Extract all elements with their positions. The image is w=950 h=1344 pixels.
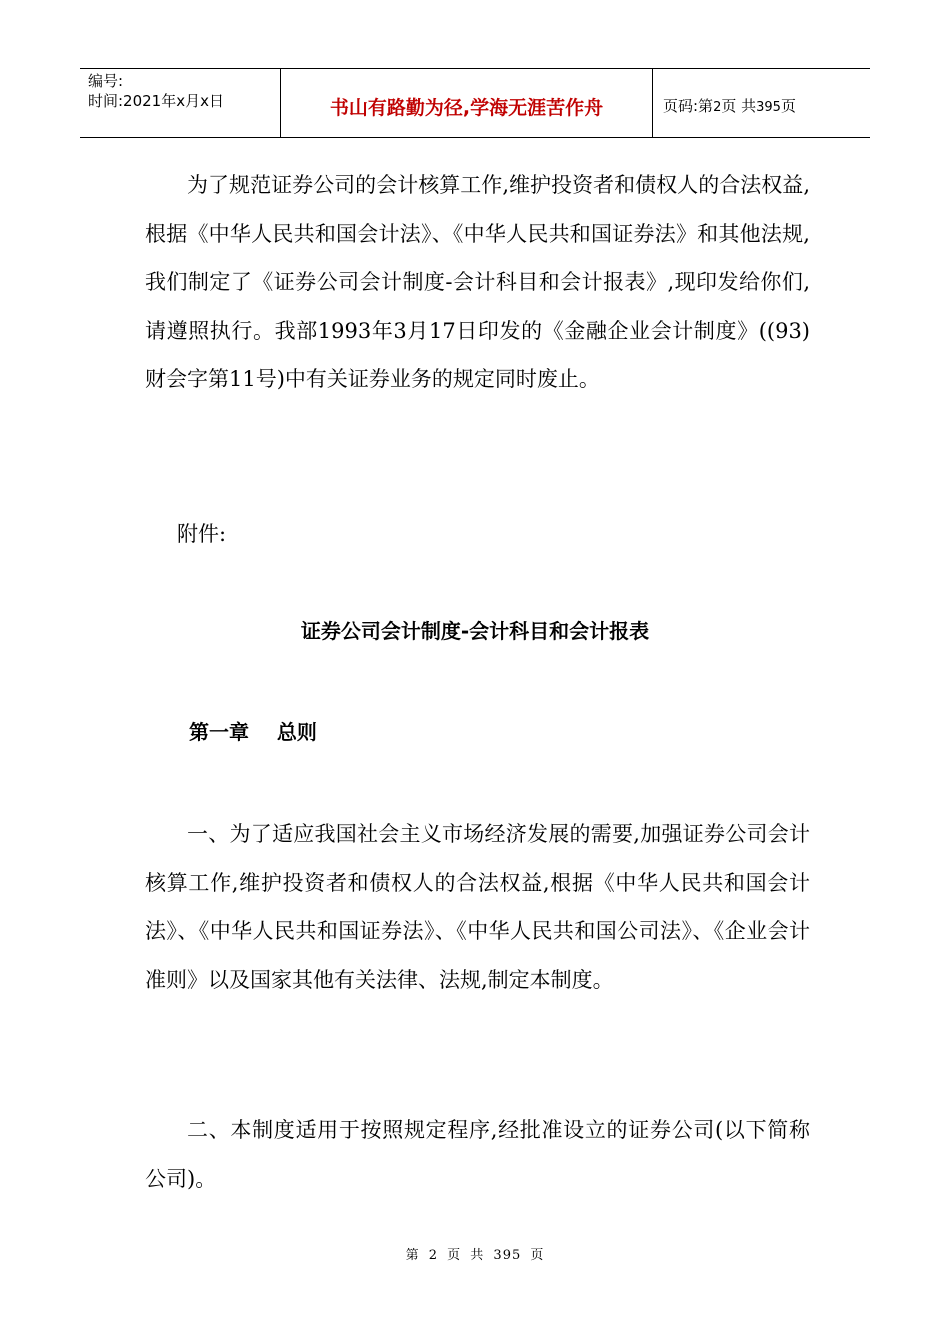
page-total: 395: [756, 99, 781, 115]
intro-paragraph: 为了规范证券公司的会计核算工作,维护投资者和债权人的合法权益,根据《中华人民共和国会计法》、《中华人民共和国证券法》和其他法规,我们制定了《证券公司会计制度-会计科目和会计报表》,现印发给你们,请遵照执行。我部1993年3月17日印发的《金融企业会计制度》((93)财会字第11号)中有关证券业务的规定同时废止。: [145, 173, 810, 391]
chapter-heading: 第一章 总则: [189, 720, 317, 744]
page-footer: 第 2 页 共 395 页: [405, 1248, 545, 1263]
article-1: 一、为了适应我国社会主义市场经济发展的需要,加强证券公司会计核算工作,维护投资者和债权人的合法权益,根据《中华人民共和国会计法》、《中华人民共和国证券法》、《中华人民共和国公司法》、《企业会计准则》以及国家其他有关法律、法规,制定本制度。: [145, 822, 810, 992]
header-page-number: [663, 95, 870, 116]
document-title: 证券公司会计制度-会计科目和会计报表: [300, 619, 650, 643]
header-motto: [281, 69, 653, 137]
serial-label: 编号:: [88, 72, 124, 90]
attachment-label: 附件:: [177, 522, 227, 546]
page-current: 2: [713, 99, 722, 115]
page-prefix: 页码:第: [663, 96, 714, 115]
page-suffix: 页: [780, 96, 796, 115]
header-meta: [80, 69, 281, 137]
page-header: [80, 68, 870, 138]
header-page-info: [653, 69, 870, 137]
motto-text: 书山有路勤为径,学海无涯苦作舟: [329, 96, 604, 119]
time-label: 时间:2021年x月x日: [88, 92, 224, 110]
article-2: 二、本制度适用于按照规定程序,经批准设立的证券公司(以下简称公司)。: [145, 1118, 810, 1191]
page-mid: 页 共: [721, 96, 757, 115]
